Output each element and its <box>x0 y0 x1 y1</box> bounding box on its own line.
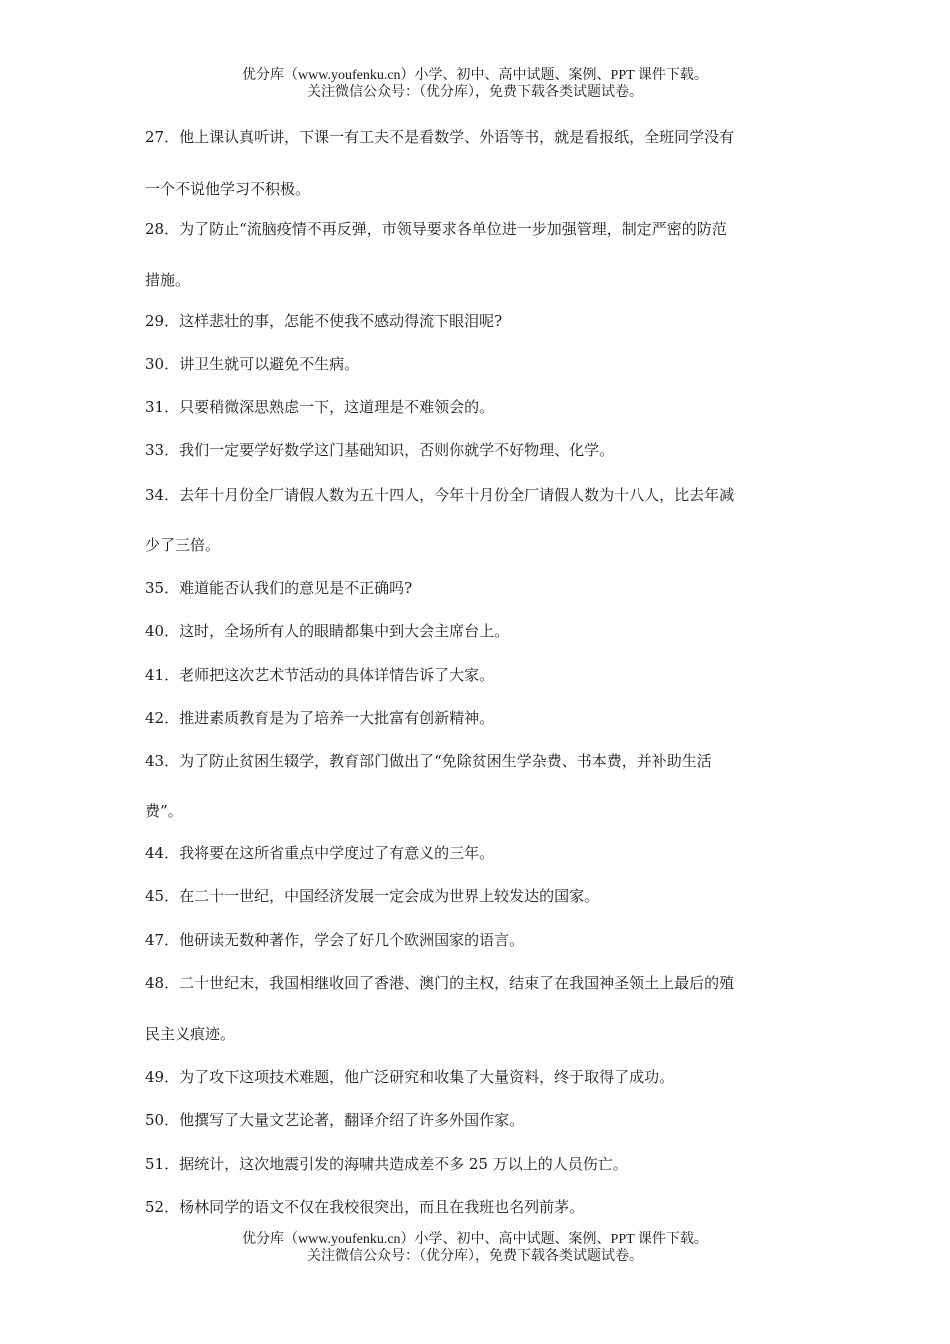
line-51: 51．据统计，这次地震引发的海啸共造成差不多 25 万以上的人员伤亡。 <box>145 1155 628 1173</box>
line-48: 48．二十世纪末，我国相继收回了香港、澳门的主权，结束了在我国神圣领土上最后的殖 <box>145 974 735 992</box>
line-47: 47．他研读无数种著作，学会了好几个欧洲国家的语言。 <box>145 931 525 949</box>
line-27: 27．他上课认真听讲，下课一有工夫不是看数学、外语等书，就是看报纸，全班同学没有 <box>145 128 735 146</box>
line-45: 45．在二十一世纪，中国经济发展一定会成为世界上较发达的国家。 <box>145 887 600 905</box>
line-30: 30．讲卫生就可以避免不生病。 <box>145 355 360 373</box>
line-40: 40．这时，全场所有人的眼睛都集中到大会主席台上。 <box>145 622 510 640</box>
page-footer <box>0 1231 950 1265</box>
header-line-2: 关注微信公众号：（优分库），免费下载各类试题试卷。 <box>307 85 643 100</box>
line-48-cont: 民主义痕迹。 <box>145 1025 236 1043</box>
footer-line-1: 优分库（www.youfenku.cn）小学、初中、高中试题、案例、PPT 课件下载。 <box>242 1232 708 1247</box>
line-42: 42．推进素质教育是为了培养一大批富有创新精神。 <box>145 709 495 727</box>
page-header <box>0 67 950 101</box>
line-44: 44．我将要在这所省重点中学度过了有意义的三年。 <box>145 844 495 862</box>
line-29: 29．这样悲壮的事，怎能不使我不感动得流下眼泪呢? <box>145 312 503 330</box>
line-28-cont: 措施。 <box>145 271 191 289</box>
line-31: 31．只要稍微深思熟虑一下，这道理是不难领会的。 <box>145 398 495 416</box>
line-27-cont: 一个不说他学习不积极。 <box>145 180 311 198</box>
line-33: 33．我们一定要学好数学这门基础知识，否则你就学不好物理、化学。 <box>145 441 615 459</box>
footer-line-2: 关注微信公众号：（优分库），免费下载各类试题试卷。 <box>307 1249 643 1264</box>
line-49: 49．为了攻下这项技术难题，他广泛研究和收集了大量资料，终于取得了成功。 <box>145 1068 675 1086</box>
line-43-cont: 费”。 <box>145 802 183 820</box>
line-34-cont: 少了三倍。 <box>145 536 221 554</box>
line-28: 28．为了防止“流脑疫情不再反弹，市领导要求各单位进一步加强管理，制定严密的防范 <box>145 220 727 238</box>
line-41: 41．老师把这次艺术节活动的具体详情告诉了大家。 <box>145 666 495 684</box>
line-43: 43．为了防止贫困生辍学，教育部门做出了“免除贫困生学杂费、书本费，并补助生活 <box>145 752 712 770</box>
line-52: 52．杨林同学的语文不仅在我校很突出，而且在我班也名列前茅。 <box>145 1198 585 1216</box>
line-34: 34．去年十月份全厂请假人数为五十四人，今年十月份全厂请假人数为十八人，比去年减 <box>145 486 735 504</box>
line-50: 50．他撰写了大量文艺论著，翻译介绍了许多外国作家。 <box>145 1111 525 1129</box>
header-line-1: 优分库（www.youfenku.cn）小学、初中、高中试题、案例、PPT 课件下载。 <box>242 68 708 83</box>
line-35: 35．难道能否认我们的意见是不正确吗? <box>145 579 413 597</box>
